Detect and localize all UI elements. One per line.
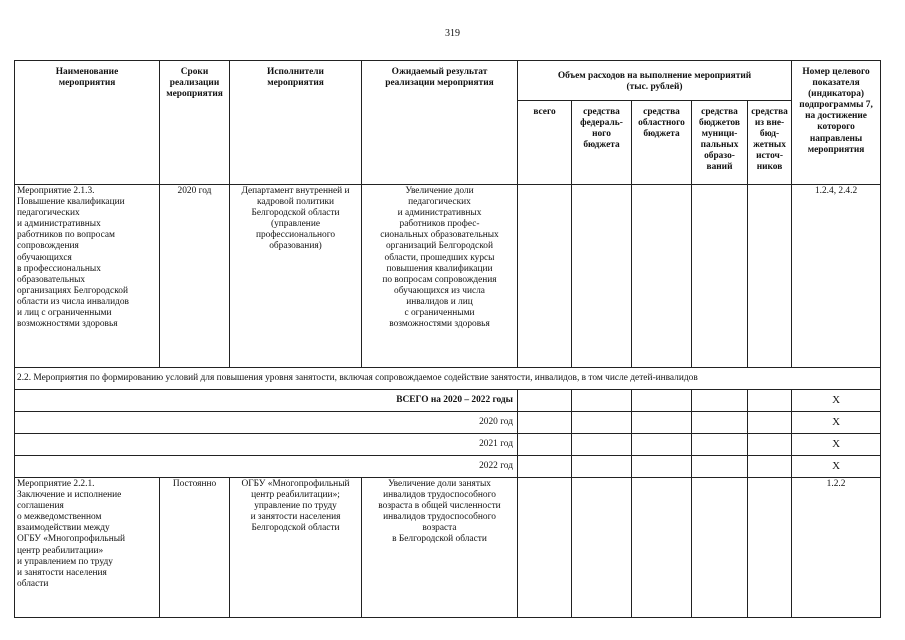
header-executors: Исполнители мероприятия — [230, 61, 362, 185]
amount-municipal — [692, 185, 748, 368]
activity-result: Увеличение доли занятых инвалидов трудоспособного возраста в общей численности инвалидов трудоспособного возраста в Белгородской области — [362, 478, 518, 618]
amount-municipal — [692, 478, 748, 618]
amount-municipal — [692, 412, 748, 434]
amount-regional — [632, 412, 692, 434]
year-label: 2020 год — [15, 412, 518, 434]
table-row-2-2-1 — [15, 478, 881, 618]
program-activities-table — [14, 60, 881, 618]
amount-regional — [632, 434, 692, 456]
header-terms: Сроки реализации мероприятия — [160, 61, 230, 185]
activity-name: Мероприятие 2.1.3. Повышение квалификации педагогических и административных работников по вопросам сопровождения обучающихся в профессиональных образовательных организациях Белгородской области из числа инвалидов и лиц с ограниченными возможностями здоровья — [15, 185, 160, 368]
amount-extrabudget — [748, 478, 792, 618]
header-name: Наименование мероприятия — [15, 61, 160, 185]
header-indicator: Номер целевого показателя (индикатора) подпрограммы 7, на достижение которого направлены мероприятия — [792, 61, 881, 185]
amount-regional — [632, 456, 692, 478]
amount-total — [518, 390, 572, 412]
amount-total — [518, 412, 572, 434]
amount-federal — [572, 185, 632, 368]
activity-executor: ОГБУ «Многопрофильный центр реабилитации»; управление по труду и занятости населения Белгородской области — [230, 478, 362, 618]
page-number: 319 — [445, 28, 460, 39]
header-federal: средства федераль- ного бюджета — [572, 101, 632, 185]
amount-extrabudget — [748, 434, 792, 456]
amount-federal — [572, 390, 632, 412]
amount-regional — [632, 478, 692, 618]
amount-extrabudget — [748, 390, 792, 412]
activity-term: Постоянно — [160, 478, 230, 618]
amount-total — [518, 478, 572, 618]
section-row-2-2 — [15, 368, 881, 390]
header-regional: средства областного бюджета — [632, 101, 692, 185]
amount-municipal — [692, 456, 748, 478]
amount-regional — [632, 185, 692, 368]
total-indicator: Х — [792, 390, 881, 412]
activity-indicator: 1.2.4, 2.4.2 — [792, 185, 881, 368]
header-volume: Объем расходов на выполнение мероприятий (тыс. рублей) — [518, 61, 792, 101]
activity-result: Увеличение доли педагогических и административных работников профес- сиональных образовательных организаций Белгородской области, прошедших курсы повышения квалификации по вопросам сопровождения обучающихся из числа инвалидов и лиц с ограниченными возможностями здоровья — [362, 185, 518, 368]
year-label: 2022 год — [15, 456, 518, 478]
year-row-2021 — [15, 434, 881, 456]
table-row-2-1-3 — [15, 185, 881, 368]
amount-federal — [572, 412, 632, 434]
amount-extrabudget — [748, 185, 792, 368]
header-result: Ожидаемый результат реализации мероприятия — [362, 61, 518, 185]
amount-municipal — [692, 434, 748, 456]
amount-total — [518, 456, 572, 478]
activity-name: Мероприятие 2.2.1. Заключение и исполнение соглашения о межведомственном взаимодействии между ОГБУ «Многопрофильный центр реабилитации» и управлением по труду и занятости населения области — [15, 478, 160, 618]
year-row-2020 — [15, 412, 881, 434]
section-heading: 2.2. Мероприятия по формированию условий для повышения уровня занятости, включая сопровождаемое содействие занятости, инвалидов, в том числе детей-инвалидов — [15, 368, 881, 390]
activity-indicator: 1.2.2 — [792, 478, 881, 618]
header-total: всего — [518, 101, 572, 185]
total-label: ВСЕГО на 2020 – 2022 годы — [15, 390, 518, 412]
year-row-2022 — [15, 456, 881, 478]
header-municipal: средства бюджетов муници- пальных образо- ваний — [692, 101, 748, 185]
amount-regional — [632, 390, 692, 412]
amount-federal — [572, 456, 632, 478]
activity-term: 2020 год — [160, 185, 230, 368]
year-indicator: Х — [792, 456, 881, 478]
amount-federal — [572, 478, 632, 618]
year-indicator: Х — [792, 412, 881, 434]
year-label: 2021 год — [15, 434, 518, 456]
amount-total — [518, 185, 572, 368]
header-extrabudget: средства из вне- бюд- жетных источ- ников — [748, 101, 792, 185]
amount-municipal — [692, 390, 748, 412]
amount-total — [518, 434, 572, 456]
header-row-1 — [15, 61, 881, 101]
amount-extrabudget — [748, 456, 792, 478]
amount-extrabudget — [748, 412, 792, 434]
amount-federal — [572, 434, 632, 456]
total-row — [15, 390, 881, 412]
year-indicator: Х — [792, 434, 881, 456]
activity-executor: Департамент внутренней и кадровой политики Белгородской области (управление профессионального образования) — [230, 185, 362, 368]
